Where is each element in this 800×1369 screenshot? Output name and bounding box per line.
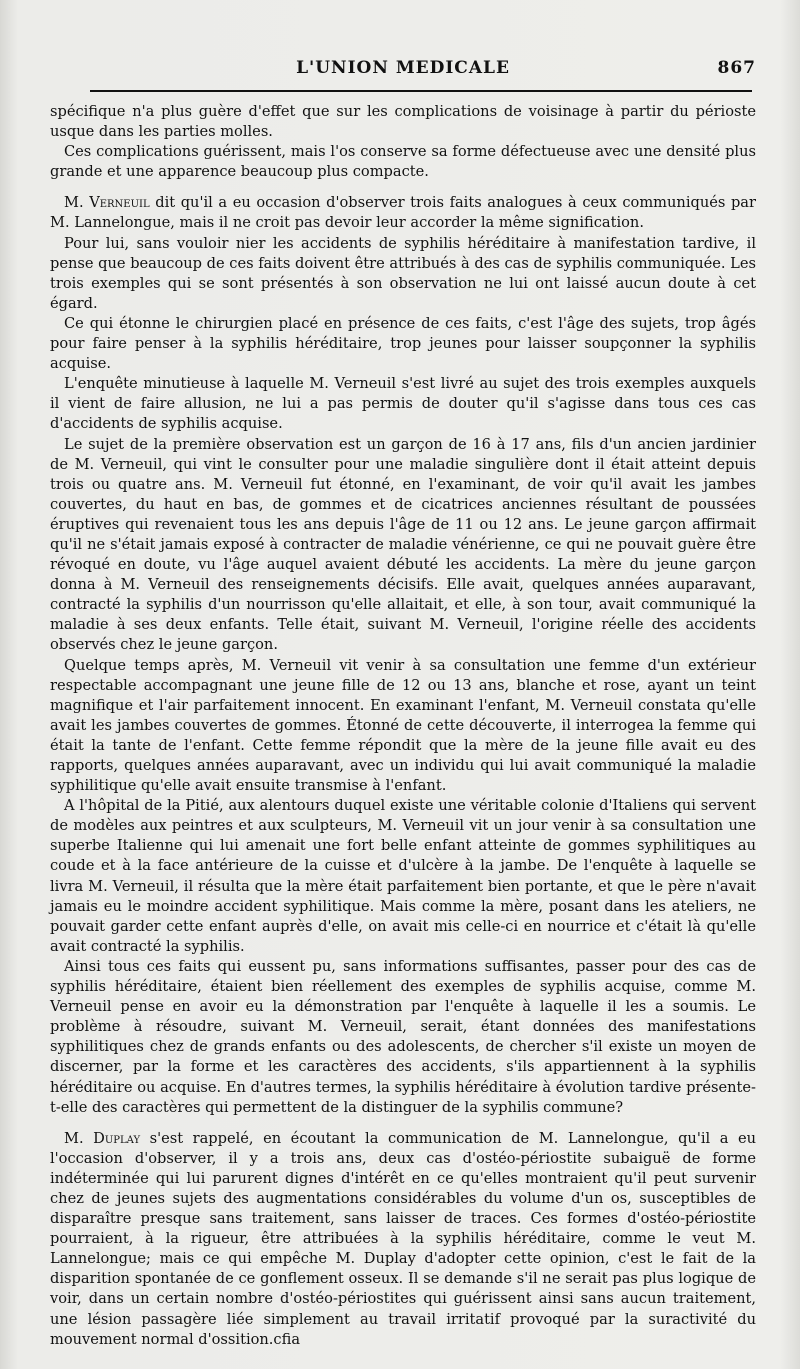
paragraph-10: M. Duplay s'est rappelé, en écoutant la communication de M. Lannelongue, qu'il a eu l'occasion d'observer, il y a trois ans, deux cas d'ostéo-périostite subaiguë de forme indéterminée qui lui parurent dignes d'intérêt en ce qu'elles montraient qu'il peut survenir chez de jeunes sujets des augmentations considérables du volume d'un os, susceptibles de disparaître presque sans traitement, sans laisser de traces. Ces formes d'ostéo-périostite pourraient, à la rigueur, être attribuées à la syphilis héréditaire, comme le veut M. Lannelongue; mais ce qui empêche M. Duplay d'adopter cette opinion, c'est le fait de la disparition spontanée de ce gonflement osseux. Il se demande s'il ne serait pas plus logique de voir, dans un certain nombre d'ostéo-périostites qui guérissent ainsi sans aucun traitement, une lésion passagère liée simplement au travail irritatif provoqué par la suractivité du mouvement normal d'ossition.cfia (50, 1129, 756, 1348)
paragraph-9: Ainsi tous ces faits qui eussent pu, sans informations suffisantes, passer pour des cas de syphilis héréditaire, étaient bien réellement des exemples de syphilis acquise, comme M. Verneuil pense en avoir eu la démonstration par l'enquête à laquelle il les a soumis. Le problème à résoudre, suivant M. Verneuil, serait, étant données des manifestations syphilitiques chez de grands enfants ou des adolescents, de chercher s'il existe un moyen de discerner, par la forme et les caractères des accidents, s'ils appartiennent à la syphilis héréditaire ou acquise. En d'autres termes, la syphilis héréditaire à évolution tardive présente-t-elle des caractères qui permettent de la distinguer de la syphilis commune? (50, 957, 756, 1116)
running-header (50, 58, 756, 84)
paragraph-5: L'enquête minutieuse à laquelle M. Verneuil s'est livré au sujet des trois exemples auxquels il vient de faire allusion, ne lui a pas permis de douter qu'il s'agisse dans tous ces cas d'accidents de syphilis acquise. (50, 375, 756, 433)
paragraph-7: Quelque temps après, M. Verneuil vit venir à sa consultation une femme d'un extérieur respectable accompagnant une jeune fille de 12 ou 13 ans, blanche et rose, ayant un teint magnifique et l'air parfaitement innocent. En examinant l'enfant, M. Verneuil constata qu'elle avait les jambes couvertes de gommes. Étonné de cette découverte, il interrogea la femme qui était la tante de l'enfant. Cette femme répondit que la mère de la jeune fille avait eu des rapports, quelques années auparavant, avec un individu qui lui avait communiqué la maladie syphilitique qu'elle avait ensuite transmise à l'enfant. (50, 656, 756, 795)
paragraph-8: A l'hôpital de la Pitié, aux alentours duquel existe une véritable colonie d'Italiens qui servent de modèles aux peintres et aux sculpteurs, M. Verneuil vit un jour venir à sa consultation une superbe Italienne qui lui amenait une fort belle enfant atteinte de gommes syphilitiques au coude et à la face antérieure de la cuisse et d'ulcère à la jambe. De l'enquête à laquelle se livra M. Verneuil, il résulta que la mère était parfaitement bien portante, et que le père n'avait jamais eu le moindre accident syphilitique. Mais comme la mère, posant dans les ateliers, ne pouvait garder cette enfant auprès d'elle, on avait mis celle-ci en nourrice et c'était là qu'elle avait contracté la syphilis. (50, 797, 756, 955)
paragraph-2: M. Verneuil dit qu'il a eu occasion d'observer trois faits analogues à ceux communiqués par M. Lannelongue, mais il ne croit pas devoir leur accorder la même signification. (50, 194, 756, 232)
page-number: 867 (717, 58, 756, 78)
journal-title: L'UNION MEDICALE (296, 58, 510, 78)
header-rule (90, 90, 752, 92)
paragraph-1: Ces complications guérissent, mais l'os conserve sa forme défectueuse avec une densité plus grande et une apparence beaucoup plus compacte. (50, 143, 756, 181)
paragraph-6: Le sujet de la première observation est un garçon de 16 à 17 ans, fils d'un ancien jardinier de M. Verneuil, qui vint le consulter pour une maladie singulière dont il était atteint depuis trois ou quatre ans. M. Verneuil fut étonné, en l'examinant, de voir qu'il avait les jambes couvertes, du haut en bas, de gommes et de cicatrices anciennes résultant de poussées éruptives qui revenaient tous les ans depuis l'âge de 11 ou 12 ans. Le jeune garçon affirmait qu'il ne s'était jamais exposé à contracter de maladie vénérienne, ce qui ne pouvait guère être révoqué en doute, vu l'âge auquel avaient débuté les accidents. La mère du jeune garçon donna à M. Verneuil des renseignements décisifs. Elle avait, quelques années auparavant, contracté la syphilis d'un nourrisson qu'elle allaitait, et elle, à son tour, avait communiqué la maladie à ses deux enfants. Telle était, suivant M. Verneuil, l'origine réelle des accidents observés chez le jeune garçon. (50, 435, 756, 654)
speaker-name: M. Verneuil (64, 194, 150, 212)
paragraph-4: Ce qui étonne le chirurgien placé en présence de ces faits, c'est l'âge des sujets, trop âgés pour faire penser à la syphilis héréditaire, trop jeunes pour laisser soupçonner la syphilis acquise. (50, 314, 756, 373)
paragraph-0: spécifique n'a plus guère d'effet que sur les complications de voisinage à partir du périoste usque dans les parties molles. (50, 103, 756, 141)
paragraph-3: Pour lui, sans vouloir nier les accidents de syphilis héréditaire à manifestation tardive, il pense que beaucoup de ces faits doivent être attribués à des cas de syphilis communiquée. Les trois exemples qui se sont présentés à son observation ne lui ont laissé aucun doute à cet égard. (50, 234, 756, 312)
speaker-name: M. Duplay (64, 1129, 141, 1147)
article-body (50, 102, 756, 1350)
